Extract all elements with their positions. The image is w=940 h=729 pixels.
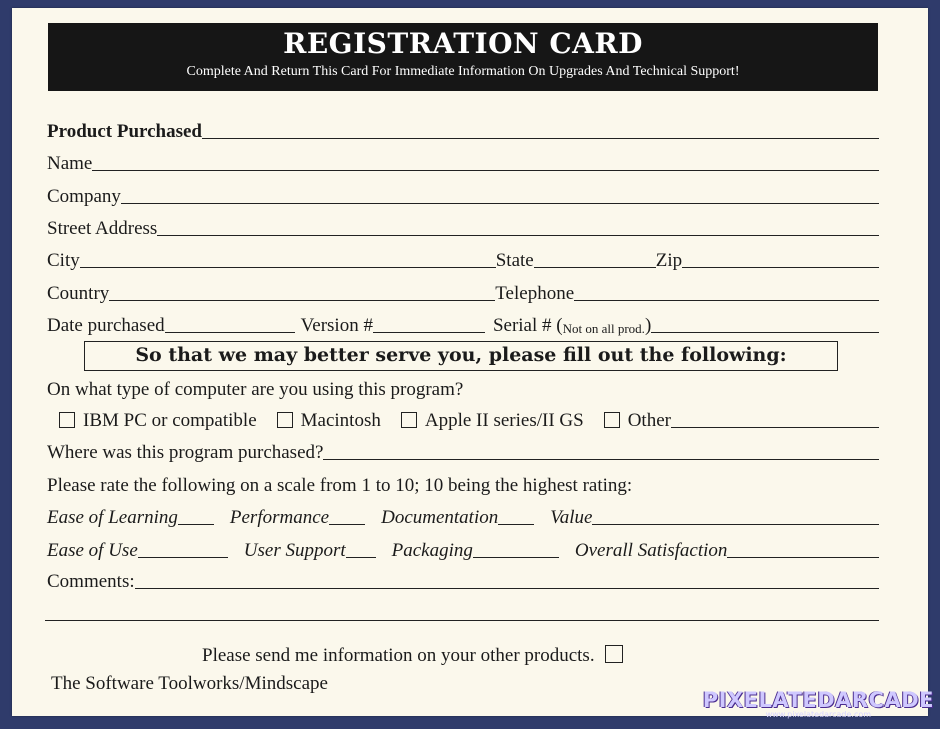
rating-value-field[interactable] <box>592 524 879 525</box>
rating-user-support-field[interactable] <box>346 557 376 558</box>
rating-ease-learning-label: Ease of Learning <box>47 507 178 528</box>
country-label: Country <box>47 283 110 304</box>
state-field[interactable] <box>534 267 656 268</box>
checkbox-other[interactable] <box>604 412 620 428</box>
street-row <box>47 214 879 240</box>
serial-close: ) <box>644 315 652 336</box>
rating-row-1 <box>47 503 879 529</box>
date-row <box>47 311 879 337</box>
zip-field[interactable] <box>682 267 879 268</box>
info-request-row <box>202 641 842 667</box>
comments-field-2[interactable] <box>45 620 879 621</box>
rating-documentation-label: Documentation <box>381 507 499 528</box>
street-label: Street Address <box>47 218 158 239</box>
checkbox-ibm[interactable] <box>59 412 75 428</box>
product-field[interactable] <box>202 138 879 139</box>
rating-overall-label: Overall Satisfaction <box>574 540 728 561</box>
version-field[interactable] <box>373 332 485 333</box>
date-label: Date purchased <box>47 315 165 336</box>
telephone-field[interactable] <box>574 300 879 301</box>
rating-packaging-field[interactable] <box>473 557 559 558</box>
watermark <box>703 688 934 719</box>
country-row <box>47 279 879 305</box>
date-field[interactable] <box>165 332 295 333</box>
computer-options-row <box>47 406 879 432</box>
rating-overall-field[interactable] <box>727 557 879 558</box>
company-field[interactable] <box>121 203 879 204</box>
product-label: Product Purchased <box>47 121 202 142</box>
name-field[interactable] <box>92 170 879 171</box>
state-label: State <box>495 250 534 271</box>
watermark-brand: PIXELATEDARCADE <box>702 688 934 712</box>
checkbox-info-request[interactable] <box>605 645 623 663</box>
computer-question-row <box>47 375 879 401</box>
company-row <box>47 182 879 208</box>
purchase-row <box>47 438 879 464</box>
watermark-url: www.pixelatedarcade.com <box>765 710 872 719</box>
serial-note: Not on all prod. <box>562 321 645 336</box>
rating-performance-field[interactable] <box>329 524 365 525</box>
telephone-label: Telephone <box>495 283 575 304</box>
checkbox-mac[interactable] <box>277 412 293 428</box>
country-field[interactable] <box>109 300 495 301</box>
name-label: Name <box>47 153 93 174</box>
computer-question: On what type of computer are you using this program? <box>47 379 464 400</box>
notice-box: So that we may better serve you, please fill out the following: <box>84 341 838 371</box>
option-other-label: Other <box>627 410 671 431</box>
comments-label: Comments: <box>47 571 135 592</box>
comments-row <box>47 567 879 593</box>
rating-documentation-field[interactable] <box>498 524 534 525</box>
publisher-name: The Software Toolworks/Mindscape <box>51 673 328 694</box>
purchase-field[interactable] <box>323 459 879 460</box>
version-label: Version # <box>300 315 373 336</box>
product-row <box>47 117 879 143</box>
option-ibm-label: IBM PC or compatible <box>83 410 257 431</box>
card-title: REGISTRATION CARD <box>283 27 643 60</box>
checkbox-apple[interactable] <box>401 412 417 428</box>
option-mac-label: Macintosh <box>300 410 381 431</box>
serial-label: Serial # ( <box>492 315 563 336</box>
option-other[interactable] <box>604 410 671 432</box>
rating-user-support-label: User Support <box>243 540 346 561</box>
card-header <box>48 23 878 91</box>
option-apple-label: Apple II series/II GS <box>424 410 584 431</box>
rating-ease-learning-field[interactable] <box>178 524 214 525</box>
other-field[interactable] <box>671 427 879 428</box>
card-subtitle: Complete And Return This Card For Immediate Information On Upgrades And Technical Support! <box>186 64 740 79</box>
street-field[interactable] <box>157 235 879 236</box>
rating-ease-use-label: Ease of Use <box>47 540 138 561</box>
company-label: Company <box>47 186 121 207</box>
name-row <box>47 149 879 175</box>
rating-performance-label: Performance <box>229 507 330 528</box>
zip-label: Zip <box>655 250 683 271</box>
option-mac[interactable] <box>277 410 381 432</box>
registration-card <box>12 8 928 716</box>
city-field[interactable] <box>80 267 496 268</box>
rating-instruction: Please rate the following on a scale from 1 to 10; 10 being the highest rating: <box>47 475 633 496</box>
info-request-label: Please send me information on your other products. <box>202 645 595 666</box>
rating-instruction-row <box>47 471 879 497</box>
city-row <box>47 246 879 272</box>
rating-value-label: Value <box>550 507 593 528</box>
city-label: City <box>47 250 80 271</box>
rating-packaging-label: Packaging <box>391 540 473 561</box>
option-apple[interactable] <box>401 410 584 432</box>
comments-field[interactable] <box>135 588 879 589</box>
rating-row-2 <box>47 536 879 562</box>
rating-ease-use-field[interactable] <box>138 557 228 558</box>
serial-field[interactable] <box>651 332 879 333</box>
option-ibm[interactable] <box>59 410 257 432</box>
purchase-question: Where was this program purchased? <box>47 442 324 463</box>
